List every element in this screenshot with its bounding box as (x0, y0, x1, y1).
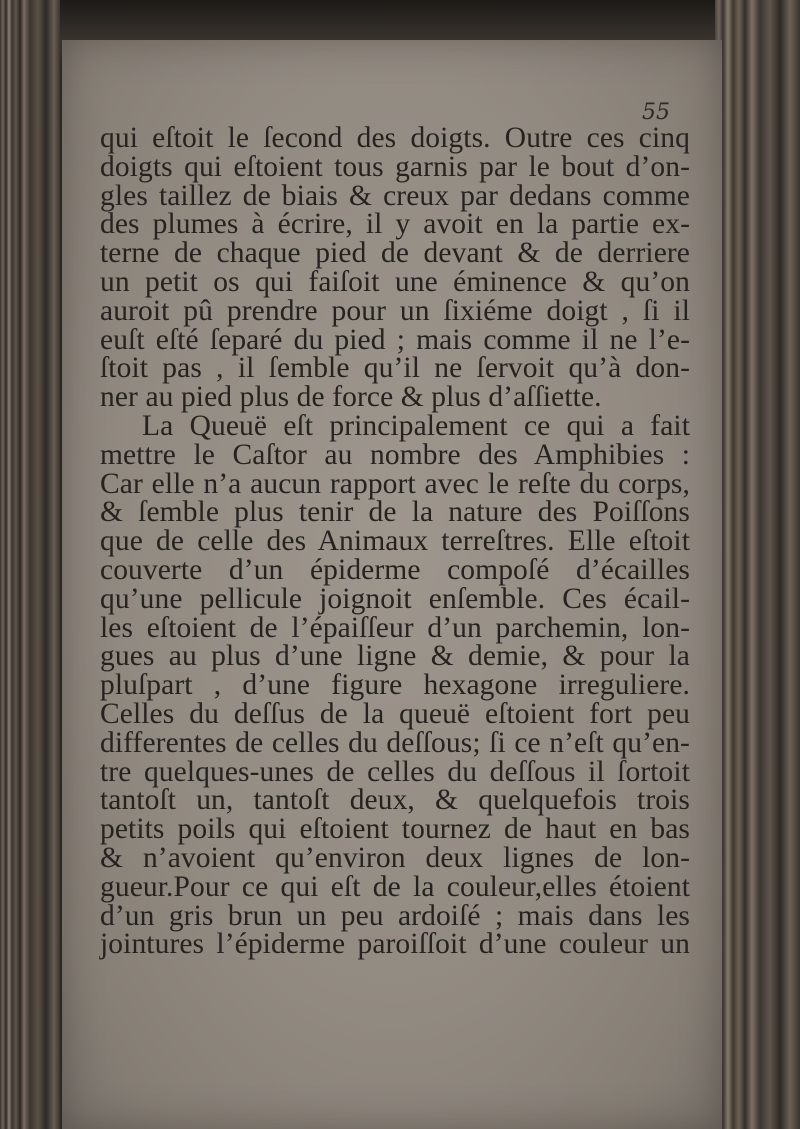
text-line: gles taillez de biais & creux par dedans comme (100, 179, 690, 212)
text-line: qui eſtoit le ſecond des doigts. Outre ces cinq (100, 122, 690, 154)
text-line: doigts qui eſtoient tous garnis par le bout d’on- (100, 150, 690, 183)
text-line: ſtoit pas , il ſemble qu’il ne ſervoit qu’à don- (100, 352, 690, 385)
text-line: tre quelques-unes de celles du deſſous il ſortoit (100, 755, 690, 788)
text-line: tantoſt un, tantoſt deux, & quelquefois trois (100, 784, 690, 817)
text-line: euſt eſté ſeparé du pied ; mais comme il ne l’e- (100, 323, 690, 356)
page-number: 55 (642, 100, 670, 125)
text-line: mettre le Caſtor au nombre des Amphibies : (100, 438, 690, 471)
book-page (62, 40, 722, 1129)
text-line: Celles du deſſus de la queuë eſtoient fort peu (100, 697, 690, 730)
text-line: un petit os qui faiſoit une éminence & qu’on (100, 265, 690, 298)
body-text (100, 124, 690, 959)
text-line: les eſtoient de l’épaiſſeur d’un parchemin, lon- (100, 611, 690, 644)
text-line: & ſemble plus tenir de la nature des Poiſſons (100, 496, 690, 529)
text-line: pluſpart , d’une figure hexagone irreguliere. (100, 669, 690, 702)
text-line: differentes de celles du deſſous; ſi ce n’eſt qu’en- (100, 726, 690, 759)
text-line: ner au pied plus de force & plus d’aſſiette. (100, 381, 602, 414)
book-left-edge (0, 0, 60, 1129)
text-line: que de celle des Animaux terreſtres. Elle eſtoit (100, 525, 690, 558)
text-line: gues au plus d’une ligne & demie, & pour la (100, 640, 690, 673)
text-line: qu’une pellicule joignoit enſemble. Ces écail- (100, 582, 690, 615)
text-line: gueur.Pour ce qui eſt de la couleur,elles étoient (100, 870, 690, 903)
text-line: La Queuë eſt principalement ce qui a fait (142, 409, 690, 442)
text-line: jointures l’épiderme paroiſſoit d’une couleur un (100, 928, 690, 961)
text-line: des plumes à écrire, il y avoit en la partie ex- (100, 208, 690, 241)
text-line: couverte d’un épiderme compoſé d’écailles (100, 553, 690, 586)
text-line: auroit pû prendre pour un ſixiéme doigt , ſi il (100, 294, 690, 327)
text-line: terne de chaque pied de devant & de derriere (100, 237, 690, 270)
text-line: & n’avoient qu’environ deux lignes de lon- (100, 841, 690, 874)
text-line: petits poils qui eſtoient tournez de haut en bas (100, 813, 690, 846)
text-line: Car elle n’a aucun rapport avec le reſte du corps, (100, 467, 690, 500)
book-right-edge (715, 0, 800, 1129)
text-line: d’un gris brun un peu ardoiſé ; mais dans les (100, 899, 690, 932)
